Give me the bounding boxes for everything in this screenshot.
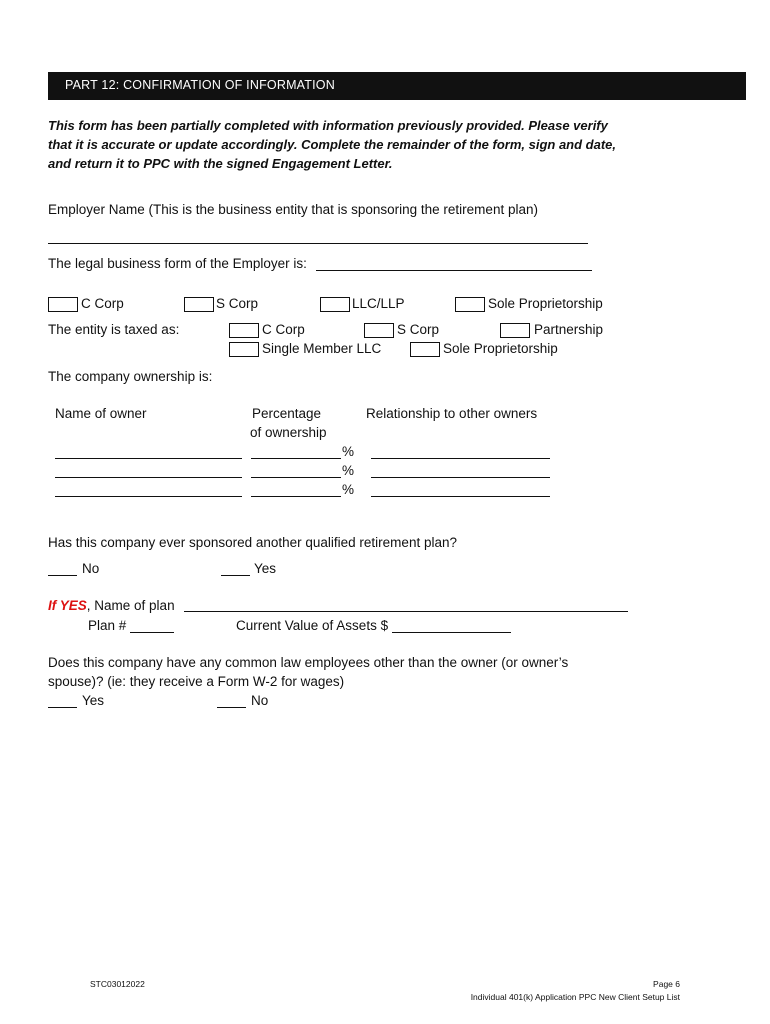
- checkbox-taxed-c-corp[interactable]: [229, 323, 259, 338]
- relationship-column-header: Relationship to other owners: [366, 406, 538, 421]
- name-of-plan-label: , Name of plan: [86, 598, 175, 613]
- ownership-label: The company ownership is:: [48, 369, 213, 384]
- ownership-percentage-field-2[interactable]: [251, 477, 341, 478]
- taxed-single-member-llc-label: Single Member LLC: [262, 341, 382, 356]
- instructions-line-2: that it is accurate or update accordingly. Complete the remainder of the form, sign and date,: [48, 137, 617, 152]
- taxed-sole-proprietorship-label: Sole Proprietorship: [443, 341, 558, 356]
- ownership-percentage-field-1[interactable]: [251, 458, 341, 459]
- checkbox-taxed-partnership[interactable]: [500, 323, 530, 338]
- legal-form-field[interactable]: [316, 270, 592, 271]
- taxed-s-corp-label: S Corp: [397, 322, 440, 337]
- employer-name-label: Employer Name (This is the business entity that is sponsoring the retirement plan): [48, 202, 538, 217]
- legal-form-label: The legal business form of the Employer is:: [48, 256, 307, 271]
- employees-question-line-2: spouse)? (ie: they receive a Form W-2 for wages): [48, 674, 345, 689]
- relationship-field-1[interactable]: [371, 458, 550, 459]
- percent-sign: %: [342, 463, 355, 478]
- ownership-percentage-field-3[interactable]: [251, 496, 341, 497]
- current-value-label: Current Value of Assets $: [236, 618, 389, 633]
- current-value-field[interactable]: [392, 632, 511, 633]
- relationship-field-3[interactable]: [371, 496, 550, 497]
- employer-name-field[interactable]: [48, 243, 588, 244]
- option-s-corp-label: S Corp: [216, 296, 259, 311]
- percentage-column-header: Percentage: [252, 406, 322, 421]
- relationship-field-2[interactable]: [371, 477, 550, 478]
- employees-question-line-1: Does this company have any common law employees other than the owner (or owner’s: [48, 655, 569, 670]
- checkbox-taxed-s-corp[interactable]: [364, 323, 394, 338]
- instructions-line-3: and return it to PPC with the signed Engagement Letter.: [48, 156, 393, 171]
- plan-name-field[interactable]: [184, 611, 628, 612]
- checkbox-taxed-sole-proprietorship[interactable]: [410, 342, 440, 357]
- taxed-as-label: The entity is taxed as:: [48, 322, 180, 337]
- checkbox-c-corp[interactable]: [48, 297, 78, 312]
- footer-form-code: STC03012022: [90, 979, 145, 989]
- prior-plan-yes-blank[interactable]: [221, 575, 250, 576]
- prior-plan-yes-label: Yes: [254, 561, 277, 576]
- section-header-bar: [48, 72, 746, 100]
- section-title: PART 12: CONFIRMATION OF INFORMATION: [65, 78, 335, 92]
- percent-sign: %: [342, 482, 355, 497]
- taxed-c-corp-label: C Corp: [262, 322, 305, 337]
- owner-name-column-header: Name of owner: [55, 406, 147, 421]
- prior-plan-question: Has this company ever sponsored another qualified retirement plan?: [48, 535, 457, 550]
- plan-number-label: Plan #: [88, 618, 127, 633]
- employees-yes-label: Yes: [82, 693, 105, 708]
- option-llc-llp-label: LLC/LLP: [352, 296, 405, 311]
- owner-name-field-3[interactable]: [55, 496, 242, 497]
- checkbox-s-corp[interactable]: [184, 297, 214, 312]
- prior-plan-no-blank[interactable]: [48, 575, 77, 576]
- if-yes-name-of-plan-label: [48, 598, 175, 613]
- checkbox-llc-llp[interactable]: [320, 297, 350, 312]
- owner-name-field-2[interactable]: [55, 477, 242, 478]
- footer-document-title: Individual 401(k) Application PPC New Client Setup List: [470, 992, 680, 1002]
- if-yes-label: If YES: [48, 598, 87, 613]
- employees-yes-blank[interactable]: [48, 707, 77, 708]
- instructions-line-1: This form has been partially completed with information previously provided. Please verify: [48, 118, 608, 133]
- taxed-partnership-label: Partnership: [534, 322, 604, 337]
- option-sole-proprietorship-label: Sole Proprietorship: [488, 296, 603, 311]
- owner-name-field-1[interactable]: [55, 458, 242, 459]
- percentage-column-header-2: of ownership: [250, 425, 327, 440]
- checkbox-sole-proprietorship[interactable]: [455, 297, 485, 312]
- footer-page-number: Page 6: [653, 979, 680, 989]
- plan-number-field[interactable]: [130, 632, 174, 633]
- checkbox-taxed-single-member-llc[interactable]: [229, 342, 259, 357]
- prior-plan-no-label: No: [82, 561, 100, 576]
- percent-sign: %: [342, 444, 355, 459]
- employees-no-label: No: [251, 693, 269, 708]
- employees-no-blank[interactable]: [217, 707, 246, 708]
- option-c-corp-label: C Corp: [81, 296, 124, 311]
